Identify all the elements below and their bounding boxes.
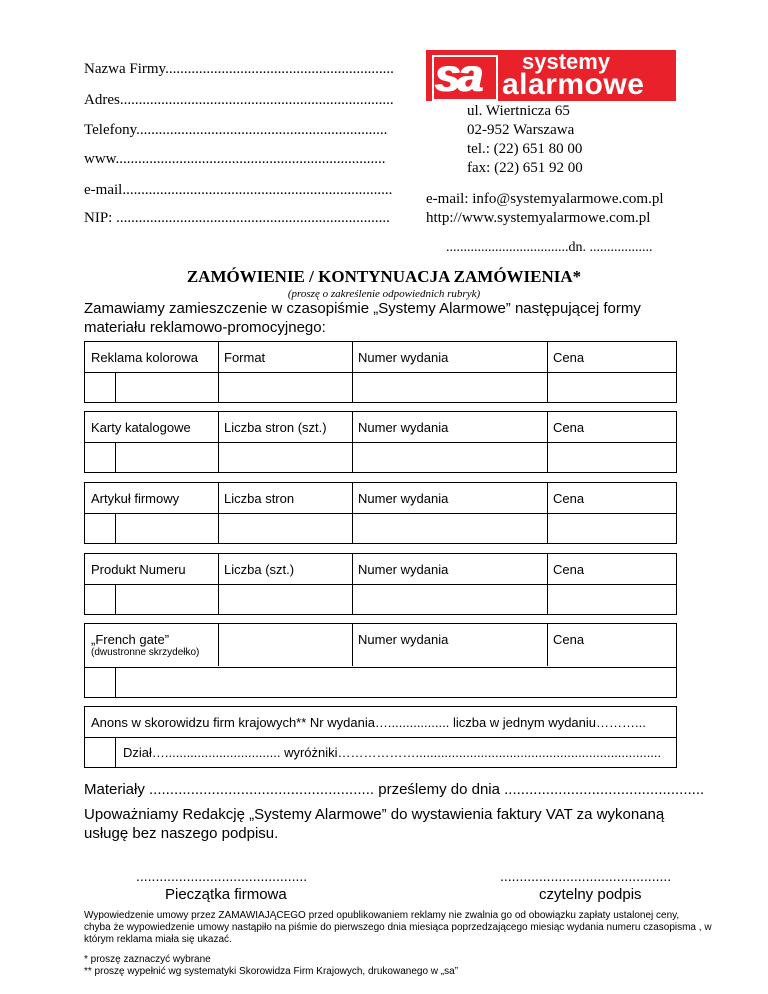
table-header-3: Numer wydania (358, 491, 449, 506)
table-header-3: Numer wydania (358, 420, 449, 435)
table-header-4: Cena (553, 420, 585, 435)
publisher-street: ul. Wiertnicza 65 (467, 103, 570, 119)
notice-line-2: chyba że wypowiedzenie umowy nastąpiło na piśmie do pierwszego dnia miesiąca poprzedzającego miesiąc wydania numeru czasopisma , w (84, 922, 712, 933)
table-header-3: Numer wydania (358, 632, 449, 647)
table-header-2: Liczba stron (224, 491, 295, 506)
table-produkt-numeru (84, 553, 677, 615)
table-header-3: Numer wydania (358, 562, 449, 577)
logo-letters: sa (434, 50, 480, 101)
table-label: „French gate” (91, 632, 170, 647)
publisher-web: http://www.systemyalarmowe.com.pl (426, 210, 651, 226)
publisher-fax: fax: (22) 651 92 00 (467, 160, 583, 176)
table-artykul-firmowy (84, 482, 677, 544)
address-field[interactable]: Adres......................................................................... (84, 92, 394, 108)
email-field[interactable]: e-mail........................................................................ (84, 182, 393, 198)
checkbox[interactable] (85, 737, 116, 768)
anons-line-1[interactable]: Anons w skorowidzu firm krajowych** Nr wydania…................. liczba w jednym wydaniu………... (91, 715, 646, 730)
notice-line-3: którym reklama miała się ukazać. (84, 934, 232, 945)
anons-box (84, 706, 677, 768)
stamp-dots[interactable]: ............................................ (136, 868, 308, 884)
materials-line[interactable]: Materiały ...................................................... prześlemy do dnia ................................................ (84, 781, 705, 798)
phones-field[interactable]: Telefony................................................................... (84, 122, 388, 138)
page-subtitle: (proszę o zakreślenie odpowiednich rubryk) (287, 288, 481, 300)
systemy-alarmowe-logo (426, 50, 676, 101)
table-header-3: Numer wydania (358, 350, 449, 365)
company-name-field[interactable]: Nazwa Firmy............................................................. (84, 61, 394, 77)
intro-line-1: Zamawiamy zamieszczenie w czasopiśmie „Systemy Alarmowe” następującej formy (84, 300, 641, 317)
logo-text-line2: alarmowe (502, 68, 645, 101)
table-header-4: Cena (553, 491, 585, 506)
publisher-tel: tel.: (22) 651 80 00 (467, 141, 583, 157)
checkbox[interactable] (85, 667, 116, 698)
footnote-1: * proszę zaznaczyć wybrane (84, 954, 211, 965)
table-header-4: Cena (553, 562, 585, 577)
publisher-email: e-mail: info@systemyalarmowe.com.pl (426, 191, 664, 207)
checkbox[interactable] (85, 584, 116, 615)
table-header-2: Liczba (szt.) (224, 562, 295, 577)
notice-line-1: Wypowiedzenie umowy przez ZAMAWIAJĄCEGO przed opublikowaniem reklamy nie zwalnia go od obowiązku zapłaty ustalonej ceny, (84, 910, 680, 921)
checkbox[interactable] (85, 513, 116, 544)
authorization-line-2: usługę bez naszego podpisu. (84, 825, 279, 842)
stamp-label: Pieczątka firmowa (165, 886, 287, 903)
table-header-4: Cena (553, 350, 585, 365)
table-header-4: Cena (553, 632, 585, 647)
signature-dots[interactable]: ............................................ (500, 868, 672, 884)
table-label: Karty katalogowe (91, 420, 191, 435)
logo-text-line1: systemy (522, 50, 611, 74)
table-header-2: Format (224, 350, 266, 365)
signature-label: czytelny podpis (539, 886, 642, 903)
table-label: Reklama kolorowa (91, 350, 198, 365)
date-field[interactable]: ...................................dn. .................. (446, 240, 653, 255)
table-header-2: Liczba stron (szt.) (224, 420, 327, 435)
intro-line-2: materiału reklamowo-promocyjnego: (84, 319, 326, 336)
publisher-city: 02-952 Warszawa (467, 122, 575, 138)
nip-field[interactable]: NIP: ......................................................................... (84, 210, 390, 226)
table-label-note: (dwustronne skrzydełko) (91, 647, 200, 658)
www-field[interactable]: www........................................................................ (84, 151, 386, 167)
footnote-2: ** proszę wypełnić wg systematyki Skorowidza Firm Krajowych, drukowanego w „sa” (84, 966, 459, 977)
authorization-line-1: Upoważniamy Redakcję „Systemy Alarmowe” do wystawienia faktury VAT za wykonaną (84, 806, 665, 823)
table-karty-katalogowe (84, 411, 677, 473)
checkbox[interactable] (85, 442, 116, 473)
anons-line-2[interactable]: Dział…................................ wyróżniki……………….................................................................... (123, 745, 662, 760)
table-french-gate (84, 623, 677, 698)
table-label: Produkt Numeru (91, 562, 186, 577)
table-label: Artykuł firmowy (91, 491, 180, 506)
checkbox[interactable] (85, 372, 116, 403)
table-reklama-kolorowa (84, 341, 677, 403)
page-title: ZAMÓWIENIE / KONTYNUACJA ZAMÓWIENIA* (186, 267, 582, 286)
